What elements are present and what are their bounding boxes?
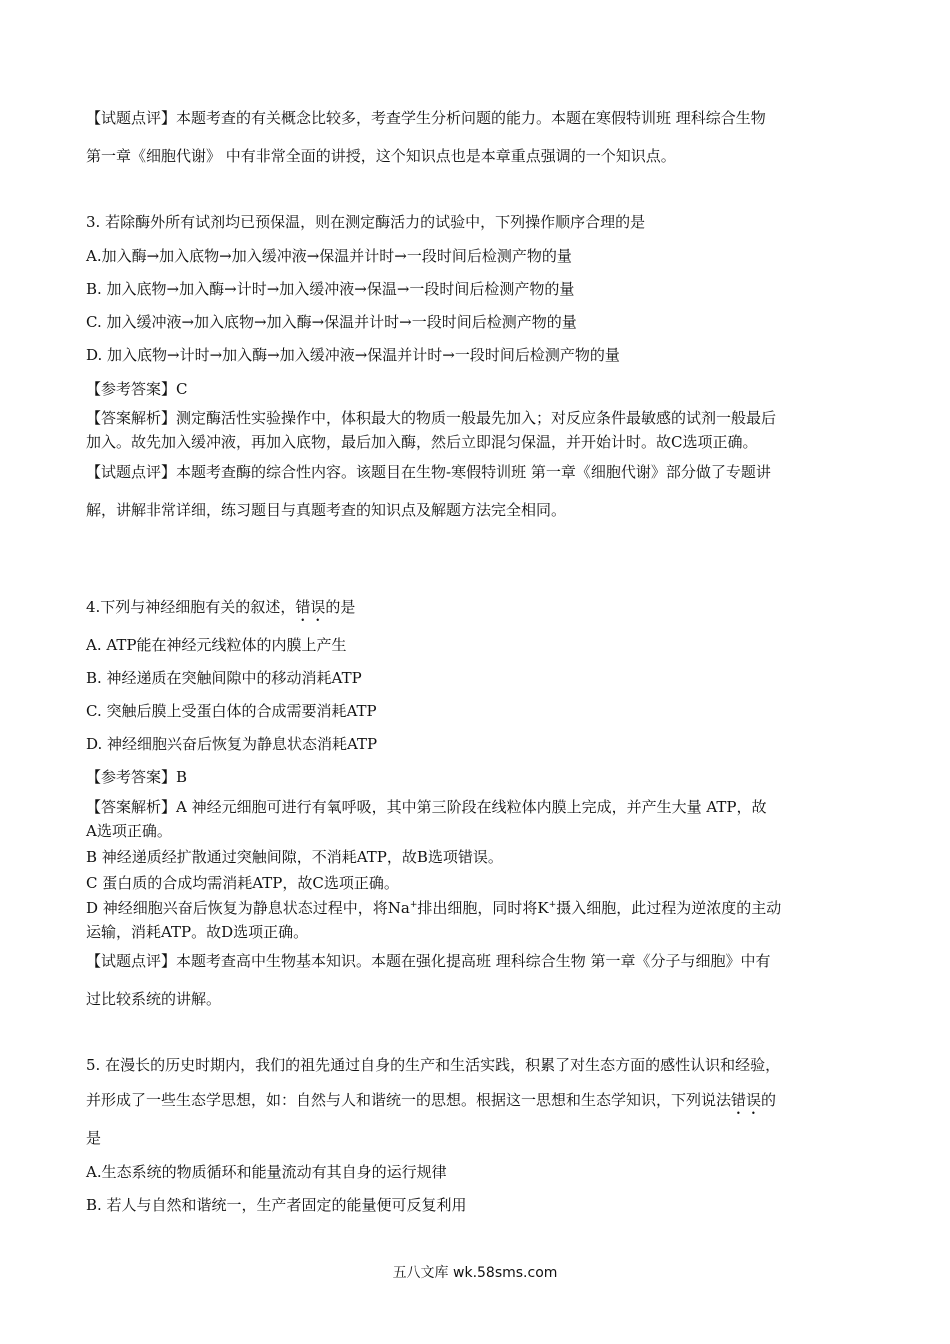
question-3-analysis-line-1: 【答案解析】测定酶活性实验操作中，体积最大的物质一般最先加入；对反应条件最敏感的试剂一般最后 xyxy=(86,409,777,427)
question-4-review-line-1: 【试题点评】本题考查高中生物基本知识。本题在强化提高班 理科综合生物 第一章《分子与细胞》中有 xyxy=(86,952,771,970)
question-4-option-c: C. 突触后膜上受蛋白体的合成需要消耗ATP xyxy=(86,702,377,720)
question-4-analysis-line-1: 【答案解析】A 神经元细胞可进行有氧呼吸，其中第三阶段在线粒体内膜上完成，并产生大量 ATP，故 xyxy=(86,798,767,816)
review-1-line-2: 第一章《细胞代谢》 中有非常全面的讲授，这个知识点也是本章重点强调的一个知识点。 xyxy=(86,147,676,165)
question-3-review-line-2: 解，讲解非常详细，练习题目与真题考查的知识点及解题方法完全相同。 xyxy=(86,501,567,519)
question-3-option-b: B. 加入底物→加入酶→计时→加入缓冲液→保温→一段时间后检测产物的量 xyxy=(86,280,575,298)
question-3-review-line-1: 【试题点评】本题考查酶的综合性内容。该题目在生物-寒假特训班 第一章《细胞代谢》部分做了专题讲 xyxy=(86,463,771,481)
question-5-option-b: B. 若人与自然和谐统一，生产者固定的能量便可反复利用 xyxy=(86,1196,467,1214)
question-5-line-2-end: 的 xyxy=(761,1091,777,1109)
question-4-analysis-line-3: B 神经递质经扩散通过突触间隙，不消耗ATP，故B选项错误。 xyxy=(86,848,503,866)
question-5-emphasis: 错误 xyxy=(731,1091,762,1109)
question-4-answer: 【参考答案】B xyxy=(86,768,188,786)
question-5-line-2 xyxy=(86,1090,776,1118)
question-3-answer: 【参考答案】C xyxy=(86,380,188,398)
question-4-stem-text: 4.下列与神经细胞有关的叙述， xyxy=(86,598,296,616)
analysis-d-part-1: D 神经细胞兴奋后恢复为静息状态过程中，将Na xyxy=(86,899,410,917)
question-5-line-2-text: 并形成了一些生态学思想，如：自然与人和谐统一的思想。根据这一思想和生态学知识，下列说法 xyxy=(86,1091,732,1109)
question-4-analysis-line-4: C 蛋白质的合成均需消耗ATP，故C选项正确。 xyxy=(86,874,399,892)
question-4-analysis-line-5 xyxy=(86,898,781,918)
question-4-option-b: B. 神经递质在突触间隙中的移动消耗ATP xyxy=(86,669,362,687)
analysis-d-part-2: 排出细胞，同时将K xyxy=(417,899,549,917)
question-3-option-a: A.加入酶→加入底物→加入缓冲液→保温并计时→一段时间后检测产物的量 xyxy=(86,247,572,265)
question-5-line-1: 5. 在漫长的历史时期内，我们的祖先通过自身的生产和生活实践，积累了对生态方面的感性认识和经验， xyxy=(86,1056,781,1074)
question-3-option-c: C. 加入缓冲液→加入底物→加入酶→保温并计时→一段时间后检测产物的量 xyxy=(86,313,577,331)
question-4-option-a: A. ATP能在神经元线粒体的内膜上产生 xyxy=(86,636,347,654)
question-4-analysis-line-2: A选项正确。 xyxy=(86,822,172,840)
question-4-review-line-2: 过比较系统的讲解。 xyxy=(86,990,222,1008)
review-1-line-1: 【试题点评】本题考查的有关概念比较多，考查学生分析问题的能力。本题在寒假特训班 理科综合生物 xyxy=(86,109,766,127)
question-3-option-d: D. 加入底物→计时→加入酶→加入缓冲液→保温并计时→一段时间后检测产物的量 xyxy=(86,346,620,364)
potassium-charge: + xyxy=(548,900,557,910)
sodium-charge: + xyxy=(409,900,418,910)
question-4-stem xyxy=(86,597,355,625)
question-5-option-a: A.生态系统的物质循环和能量流动有其自身的运行规律 xyxy=(86,1163,447,1181)
analysis-d-part-3: 摄入细胞，此过程为逆浓度的主动 xyxy=(556,899,782,917)
question-3-stem: 3. 若除酶外所有试剂均已预保温，则在测定酶活力的试验中，下列操作顺序合理的是 xyxy=(86,213,646,231)
question-5-line-3: 是 xyxy=(86,1129,102,1147)
question-4-option-d: D. 神经细胞兴奋后恢复为静息状态消耗ATP xyxy=(86,735,378,753)
question-4-stem-end: 的是 xyxy=(325,598,356,616)
footer-watermark: 五八文库 wk.58sms.com xyxy=(392,1265,558,1281)
question-4-analysis-line-6: 运输，消耗ATP。故D选项正确。 xyxy=(86,923,309,941)
question-3-analysis-line-2: 加入。故先加入缓冲液，再加入底物，最后加入酶，然后立即混匀保温，并开始计时。故C选项正确。 xyxy=(86,433,758,451)
question-4-emphasis: 错误 xyxy=(295,598,326,616)
